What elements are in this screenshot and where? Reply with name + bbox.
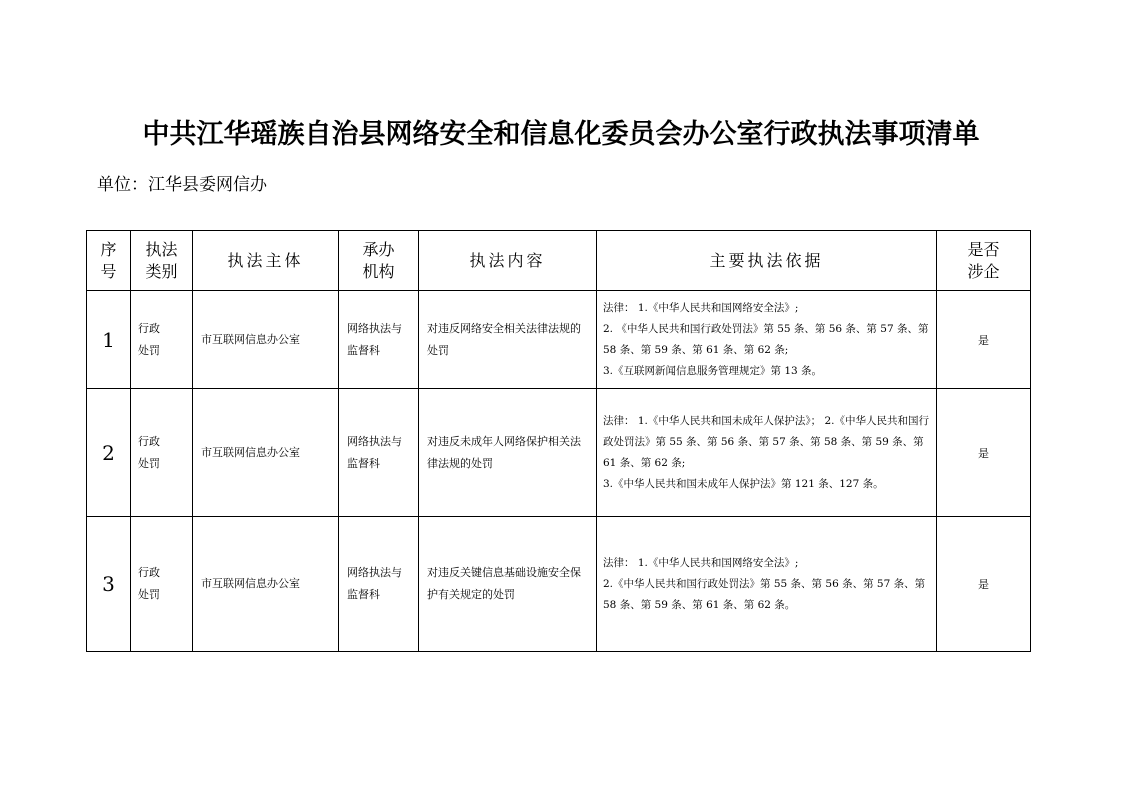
row-basis-line-2: 3.《中华人民共和国未成年人保护法》第 121 条、127 条。 (603, 477, 884, 490)
row-type-line-2: 处罚 (138, 588, 160, 601)
row-org-line-2: 监督科 (347, 343, 380, 357)
row-basis (597, 389, 937, 517)
header-type (131, 231, 193, 291)
header-org-line-1: 承办 (362, 239, 395, 259)
row-basis-line-1: 法律： 1.《中华人民共和国网络安全法》; (603, 301, 799, 314)
row-seq: 3 (87, 517, 131, 652)
header-type-line-1: 执法 (145, 239, 178, 259)
header-seq-line-1: 序 (100, 239, 117, 259)
row-seq: 1 (87, 291, 131, 389)
row-seq: 2 (87, 389, 131, 517)
row-org-line-2: 监督科 (347, 588, 380, 601)
row-basis-line-2: 2.《中华人民共和国行政处罚法》第 55 条、第 56 条、第 57 条、第 58 条、第 59 条、第 61 条、第 62 条。 (603, 577, 926, 611)
row-basis-line-2: 2. 《中华人民共和国行政处罚法》第 55 条、第 56 条、第 57 条、第 58 条、第 59 条、第 61 条、第 62 条; (603, 322, 929, 356)
header-seq-line-2: 号 (100, 261, 117, 281)
row-type-line-2: 处罚 (138, 343, 160, 357)
row-subject: 市互联网信息办公室 (193, 389, 339, 517)
unit-label: 单位：江华县委网信办 (97, 175, 267, 195)
row-enterprise: 是 (937, 517, 1031, 652)
row-basis-line-1: 法律： 1.《中华人民共和国未成年人保护法》； 2.《中华人民共和国行政处罚法》第 55 条、第 56 条、第 57 条、第 58 条、第 59 条、第 61 条、第 62 条; (603, 414, 929, 469)
header-content: 执法内容 (419, 231, 597, 291)
document-title: 中共江华瑶族自治县网络安全和信息化委员会办公室行政执法事项清单 (142, 119, 980, 150)
header-subject: 执法主体 (193, 231, 339, 291)
row-type (131, 389, 193, 517)
row-subject: 市互联网信息办公室 (193, 291, 339, 389)
row-basis-line-1: 法律： 1.《中华人民共和国网络安全法》; (603, 556, 799, 569)
header-org-line-2: 机构 (362, 261, 395, 281)
row-type (131, 291, 193, 389)
row-type-line-1: 行政 (138, 566, 160, 579)
table-row (87, 389, 1031, 517)
row-org (339, 291, 419, 389)
header-enterprise (937, 231, 1031, 291)
row-type-line-2: 处罚 (138, 456, 160, 470)
row-basis-line-3: 3.《互联网新闻信息服务管理规定》第 13 条。 (603, 364, 823, 377)
row-enterprise: 是 (937, 389, 1031, 517)
row-basis (597, 291, 937, 389)
header-enterprise-line-1: 是否 (967, 239, 1000, 259)
header-basis: 主要执法依据 (597, 231, 937, 291)
row-content: 对违反未成年人网络保护相关法律法规的处罚 (419, 389, 597, 517)
row-org-line-2: 监督科 (347, 456, 380, 470)
row-type-line-1: 行政 (138, 321, 160, 335)
table-row (87, 291, 1031, 389)
row-type-line-1: 行政 (138, 434, 160, 448)
enforcement-table (86, 230, 1031, 652)
row-basis (597, 517, 937, 652)
row-content: 对违反网络安全相关法律法规的处罚 (419, 291, 597, 389)
row-subject: 市互联网信息办公室 (193, 517, 339, 652)
header-seq (87, 231, 131, 291)
row-content: 对违反关键信息基础设施安全保护有关规定的处罚 (419, 517, 597, 652)
table-header-row (87, 231, 1031, 291)
header-type-line-2: 类别 (145, 261, 178, 281)
row-org-line-1: 网络执法与 (347, 321, 402, 335)
row-org-line-1: 网络执法与 (347, 434, 402, 448)
table-row (87, 517, 1031, 652)
header-enterprise-line-2: 涉企 (967, 261, 1000, 281)
header-org (339, 231, 419, 291)
row-org (339, 389, 419, 517)
row-type (131, 517, 193, 652)
row-org-line-1: 网络执法与 (347, 566, 402, 579)
row-enterprise: 是 (937, 291, 1031, 389)
row-org (339, 517, 419, 652)
